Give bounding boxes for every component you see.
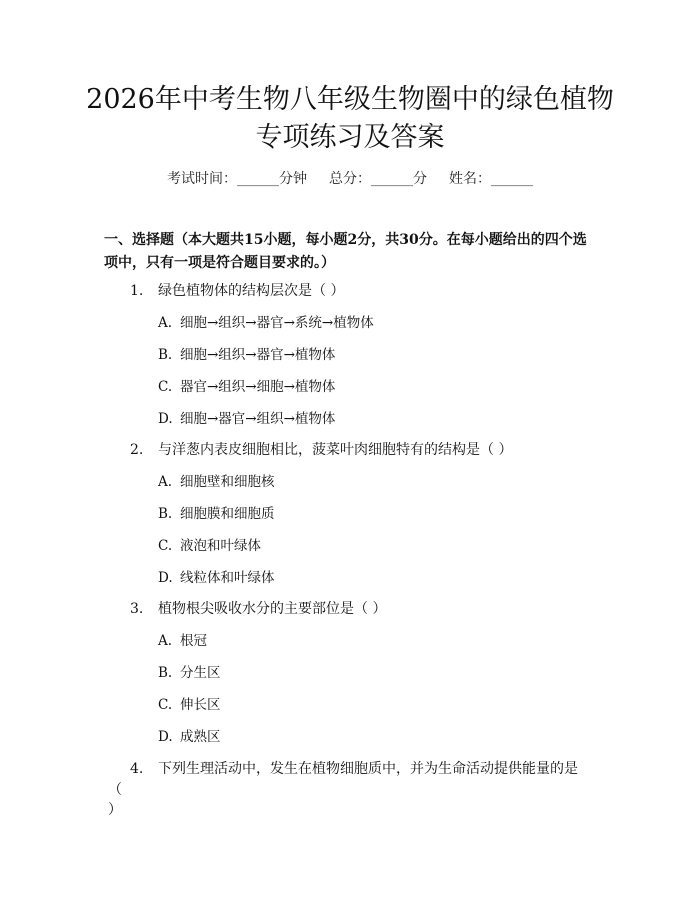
question-1-option-c	[158, 377, 335, 397]
option-text: 细胞膜和细胞质	[180, 506, 275, 522]
option-text: 线粒体和叶绿体	[180, 570, 275, 586]
option-text: 细胞壁和细胞核	[180, 474, 275, 490]
document-title-line2: 专项练习及答案	[255, 122, 445, 153]
option-text: 伸长区	[180, 697, 221, 713]
question-text: 植物根尖吸收水分的主要部位是（ ）	[158, 601, 387, 617]
question-3-option-d	[158, 727, 221, 747]
question-1-option-a	[158, 313, 374, 333]
section-heading	[104, 229, 624, 275]
option-text: 分生区	[180, 665, 221, 681]
question-number: 2.	[130, 442, 144, 458]
exam-meta	[0, 168, 700, 188]
option-letter: A.	[158, 474, 173, 490]
question-2-option-b	[158, 504, 275, 524]
option-letter: C.	[158, 538, 173, 554]
section-heading-line2: 项中，只有一项是符合题目要求的。）	[104, 255, 335, 271]
option-text: 细胞→器官→组织→植物体	[180, 411, 336, 427]
option-letter: C.	[158, 379, 173, 395]
exam-time: 考试时间：______分钟	[167, 171, 307, 187]
question-1-option-b	[158, 345, 335, 365]
option-letter: B.	[158, 506, 173, 522]
option-letter: A.	[158, 315, 173, 331]
option-text: 细胞→组织→器官→植物体	[180, 347, 336, 363]
question-3-option-b	[158, 663, 221, 683]
question-text: 下列生理活动中，发生在植物细胞质中，并为生命活动提供能量的是	[158, 761, 578, 777]
question-text-continued: （ ）	[108, 782, 122, 818]
question-number: 1.	[130, 283, 144, 299]
option-letter: C.	[158, 697, 173, 713]
option-text: 根冠	[180, 633, 207, 649]
question-3-option-c	[158, 695, 221, 715]
question-text: 与洋葱内表皮细胞相比，菠菜叶肉细胞特有的结构是（ ）	[158, 442, 513, 458]
document-title-line1: 2026年中考生物八年级生物圈中的绿色植物	[86, 84, 614, 115]
option-letter: B.	[158, 347, 173, 363]
option-letter: D.	[158, 411, 173, 427]
question-2-option-a	[158, 472, 275, 492]
question-3-option-a	[158, 631, 207, 651]
option-text: 器官→组织→细胞→植物体	[180, 379, 336, 395]
option-text: 细胞→组织→器官→系统→植物体	[180, 315, 374, 331]
question-2-option-c	[158, 536, 261, 556]
question-number: 4.	[130, 761, 144, 777]
option-letter: D.	[158, 729, 173, 745]
option-letter: B.	[158, 665, 173, 681]
question-number: 3.	[130, 601, 144, 617]
option-letter: A.	[158, 633, 173, 649]
option-text: 液泡和叶绿体	[180, 538, 261, 554]
student-name: 姓名：______	[449, 171, 533, 187]
question-text: 绿色植物体的结构层次是（ ）	[158, 283, 345, 299]
question-2-option-d	[158, 568, 275, 588]
section-heading-line1: 一、选择题（本大题共15小题，每小题2分，共30分。在每小题给出的四个选	[104, 232, 587, 248]
exam-score: 总分：______分	[329, 171, 427, 187]
option-text: 成熟区	[180, 729, 221, 745]
option-letter: D.	[158, 570, 173, 586]
question-1-option-d	[158, 409, 335, 429]
